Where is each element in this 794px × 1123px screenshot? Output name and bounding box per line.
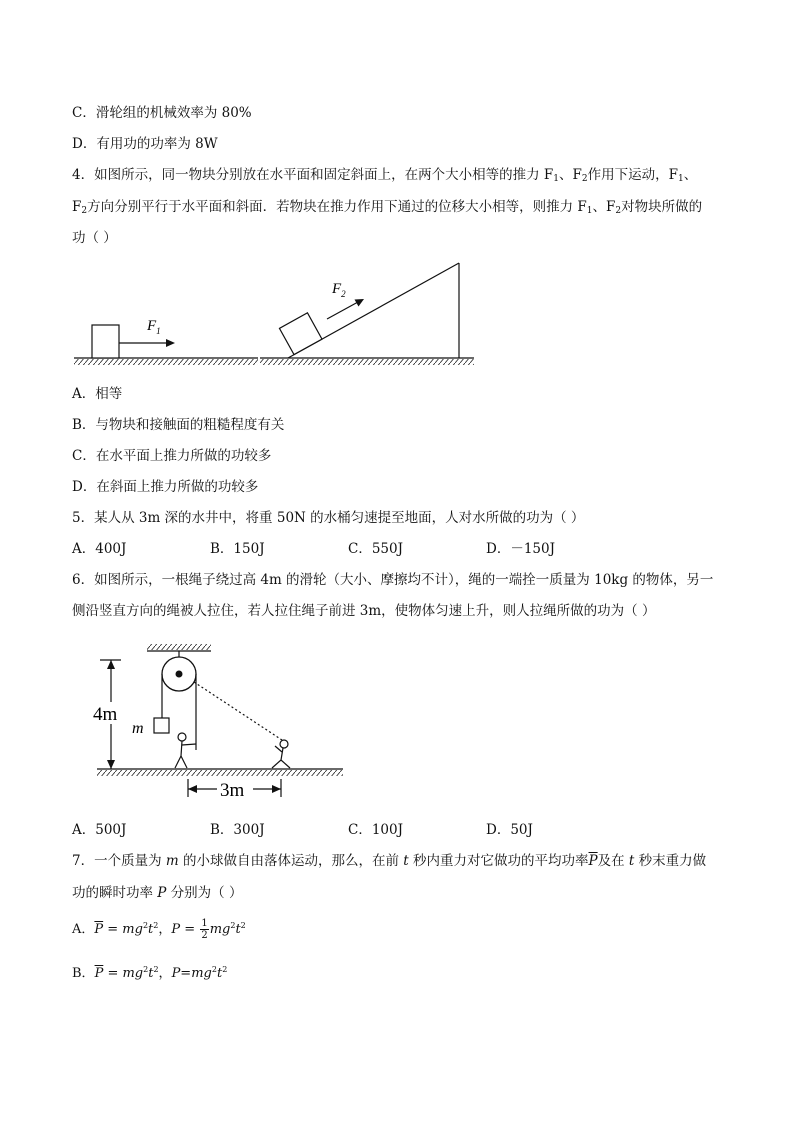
- q6-rope-slanted: [194, 682, 282, 740]
- q6-option-d: D．50J: [486, 822, 533, 838]
- q4-option-b: B．与物块和接触面的粗糙程度有关: [72, 417, 285, 433]
- q4-option-a: A．相等: [72, 386, 123, 402]
- q6-mass-block: [154, 718, 169, 733]
- q7-option-b: B．$\overline{P} = mg^2t^2$，$P=mg^2t^2$: [72, 965, 228, 981]
- q6-ground: [97, 769, 343, 776]
- q4-option-d: D．在斜面上推力所做的功较多: [72, 479, 259, 495]
- q4-ground-right: [260, 358, 474, 365]
- q5-option-a: A．400J: [72, 541, 127, 557]
- q5-option-c: C．550J: [348, 541, 404, 557]
- q4-block-horizontal: [92, 325, 119, 358]
- q7-stem-line1: 7．一个质量为 m 的小球做自由落体运动，那么，在前 t 秒内重力对它做功的平均功率$\overline{P}$及在 t 秒末重力做: [72, 853, 707, 869]
- q6-pulley: [162, 651, 196, 691]
- q6-height-label: 4m: [93, 704, 118, 725]
- q4-f2-label: $F_2$: [332, 281, 346, 299]
- q6-option-b: B．300J: [210, 822, 265, 838]
- q6-stem-line2: 侧沿竖直方向的绳被人拉住，若人拉住绳子前进 3m，使物体匀速上升，则人拉绳所做的功为（ ）: [72, 603, 656, 619]
- q4-option-c: C．在水平面上推力所做的功较多: [72, 448, 272, 464]
- q7-stem-line2: 功的瞬时功率 P 分别为（ ）: [72, 885, 243, 901]
- q4-figure: [70, 255, 480, 370]
- q4-stem-line1: 4．如图所示，同一物块分别放在水平面和固定斜面上，在两个大小相等的推力 $F_1$、$F_2$作用下运动，$F_1$、: [72, 167, 698, 184]
- q6-option-a: A．500J: [72, 822, 127, 838]
- q6-stem-line1: 6．如图所示，一根绳子绕过高 4m 的滑轮（大小、摩擦均不计），绳的一端拴一质量为 10kg 的物体，另一: [72, 572, 714, 588]
- q6-option-c: C．100J: [348, 822, 404, 838]
- q4-f1-label: $F_1$: [147, 318, 161, 336]
- q3-option-c: C．滑轮组的机械效率为 80%: [72, 105, 252, 121]
- q5-option-b: B．150J: [210, 541, 265, 557]
- q6-ceiling: [147, 644, 211, 651]
- q4-ground-left: [74, 358, 258, 365]
- q7-option-a-fraction: $\frac{1}{2}$: [201, 918, 208, 941]
- q4-stem-line3: 功（ ）: [72, 230, 117, 246]
- q4-f2-arrow: [327, 299, 364, 319]
- q6-distance-label: 3m: [220, 780, 245, 801]
- q6-mass-label: m: [132, 720, 144, 737]
- q7-option-a: A．$\overline{P} = mg^2t^2$，P = $\frac{1}{2}$ $mg^2t^2$: [72, 918, 246, 941]
- q6-figure: [85, 640, 347, 805]
- q5-stem: 5．某人从 3m 深的水井中，将重 50N 的水桶匀速提至地面，人对水所做的功为（ ）: [72, 510, 585, 526]
- q3-option-d: D．有用功的功率为 8W: [72, 136, 218, 152]
- q4-f1-arrow: [119, 339, 175, 347]
- q4-stem-line2: $F_2$方向分别平行于水平面和斜面．若物块在推力作用下通过的位移大小相等，则推力 $F_1$、$F_2$对物块所做的: [72, 199, 703, 216]
- q5-option-d: D．－150J: [486, 541, 556, 557]
- q6-person-pulling: [272, 740, 290, 768]
- q6-person-initial: [175, 733, 196, 768]
- q4-block-incline: [279, 313, 322, 355]
